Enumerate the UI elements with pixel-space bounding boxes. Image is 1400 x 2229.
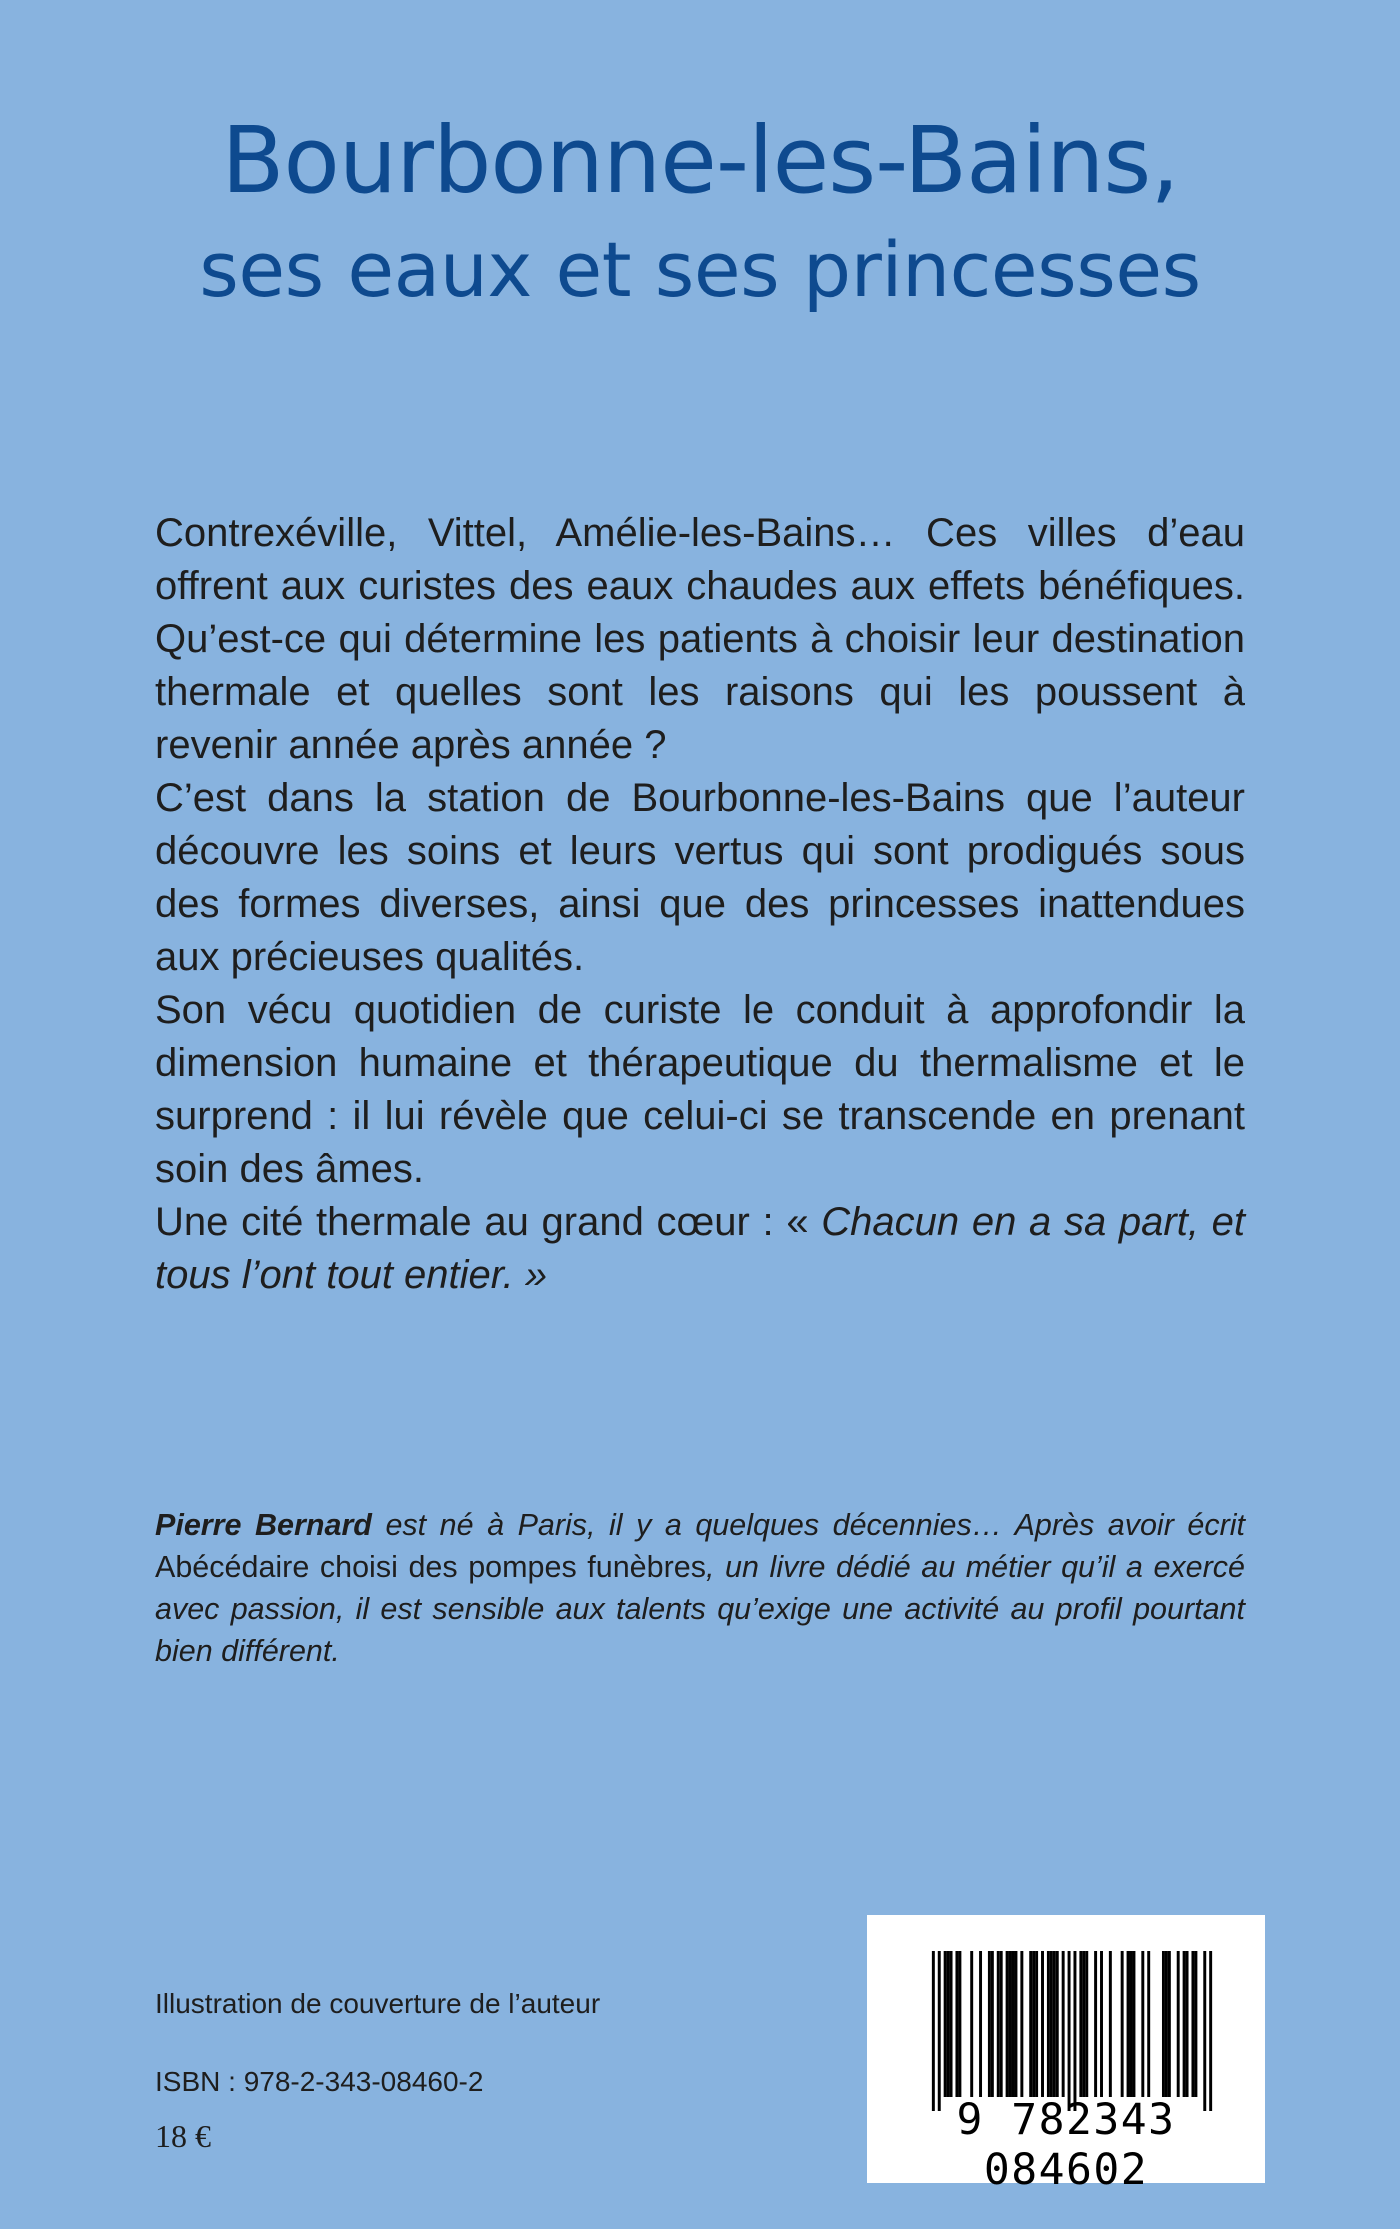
barcode-bar — [991, 1951, 994, 2097]
author-name: Pierre Bernard — [155, 1508, 372, 1542]
barcode-bar — [1062, 1951, 1065, 2097]
illustration-credit: Illustration de couverture de l’auteur — [155, 1988, 601, 2019]
barcode-bar — [1050, 1951, 1053, 2097]
barcode-panel — [867, 1915, 1265, 2195]
bio-text-1: est né à Paris, il y a quelques décennies… Après avoir écrit — [371, 1508, 1245, 1542]
blurb-paragraph-2: C’est dans la station de Bourbonne-les-Bains que l’auteur découvre les soins et leurs vertus qui sont prodigués sous des formes diverses, ainsi que des princesses inattendues aux précieuses qualités. — [155, 776, 1245, 979]
blurb-paragraph-3: Son vécu quotidien de curiste le conduit à approfondir la dimension humaine et thérapeutique du thermalisme et le surprend : il lui révèle que celui-ci se transcende en prenant soin des âmes. — [155, 988, 1245, 1191]
barcode-bar — [1029, 1951, 1032, 2097]
barcode-bar — [1020, 1951, 1023, 2097]
barcode-bar — [932, 1951, 935, 2111]
barcode-bar — [938, 1951, 941, 2111]
barcode-bar — [1177, 1951, 1180, 2097]
barcode-bar — [1203, 1951, 1206, 2111]
book-title-line-1: Bourbonne-les-Bains, — [221, 107, 1179, 214]
barcode-bar — [1079, 1951, 1082, 2097]
barcode-bar — [950, 1951, 953, 2097]
barcode-bar — [1141, 1951, 1144, 2097]
barcode-bar — [1032, 1951, 1035, 2097]
barcode-bar — [1127, 1951, 1130, 2097]
barcode-bar — [970, 1951, 973, 2097]
book-title-line-2: ses eaux et ses princesses — [199, 225, 1201, 314]
barcode-bar — [1100, 1951, 1103, 2097]
barcode-bar — [1130, 1951, 1133, 2097]
barcode-bar — [1109, 1951, 1112, 2097]
barcode-bar — [958, 1951, 961, 2097]
blurb-quote: Chacun en a sa part, et tous l’ont tout entier. — [155, 1200, 1245, 1297]
barcode-bar — [1165, 1951, 1168, 2097]
barcode-bar — [1041, 1951, 1044, 2097]
barcode-bar — [1191, 1951, 1194, 2097]
barcode-bar — [1053, 1951, 1056, 2097]
barcode-bar — [1056, 1951, 1059, 2097]
barcode-bar — [1073, 1951, 1076, 2111]
blurb-quote-intro: Une cité thermale au grand cœur : « — [155, 1200, 822, 1244]
blurb-paragraph-4 — [155, 1196, 1245, 1302]
barcode-bar — [1162, 1951, 1165, 2097]
barcode-bar — [988, 1951, 991, 2097]
barcode-bar — [1147, 1951, 1150, 2097]
barcode-bar — [955, 1951, 958, 2097]
author-bio — [155, 1504, 1245, 1672]
blurb-paragraph-1: Contrexéville, Vittel, Amélie-les-Bains… Ces villes d’eau offrent aux curistes des eaux chaudes aux effets bénéfiques. Qu’est-ce qui détermine les patients à choisir leur destination thermale et quelles sont les raisons qui les poussent à revenir année après année ? — [155, 511, 1245, 767]
barcode-bar — [1068, 1951, 1071, 2111]
bio-text-2: , un livre dédié au métier qu’il a exercé avec passion, il est sensible aux talents qu’exige une activité au profil pourtant bien différent. — [155, 1550, 1245, 1668]
barcode-bar — [1194, 1951, 1197, 2097]
barcode-bar — [1132, 1951, 1135, 2097]
barcode-bar — [1183, 1951, 1186, 2097]
barcode-bar — [1186, 1951, 1189, 2097]
barcode-bar — [1085, 1951, 1088, 2097]
barcode-bar — [1012, 1951, 1015, 2097]
blurb-quote-close: » — [513, 1253, 548, 1297]
book-blurb — [155, 507, 1245, 1302]
author-bio-text — [155, 1504, 1245, 1672]
barcode-bar — [1209, 1951, 1212, 2111]
barcode-bar — [1094, 1951, 1097, 2097]
barcode-bar — [979, 1951, 982, 2097]
barcode-bar — [1168, 1951, 1171, 2097]
barcode-bar — [1082, 1951, 1085, 2097]
barcode-bar — [1035, 1951, 1038, 2097]
barcode-bar — [1009, 1951, 1012, 2097]
barcode-digits: 9 782343 084602 — [956, 2095, 1176, 2195]
barcode-bar — [947, 1951, 950, 2097]
barcode-bar — [1006, 1951, 1009, 2097]
barcode-bar — [1121, 1951, 1124, 2097]
barcode-bar — [1014, 1951, 1017, 2097]
barcode-bar — [997, 1951, 1000, 2097]
price-label: 18 € — [155, 2118, 211, 2154]
barcode-bar — [1047, 1951, 1050, 2097]
previous-book-title: Abécédaire choisi des pompes funèbres — [155, 1550, 706, 1584]
isbn-number: ISBN : 978-2-343-08460-2 — [155, 2066, 484, 2097]
barcode-bar — [944, 1951, 947, 2097]
barcode-bar — [1000, 1951, 1003, 2097]
